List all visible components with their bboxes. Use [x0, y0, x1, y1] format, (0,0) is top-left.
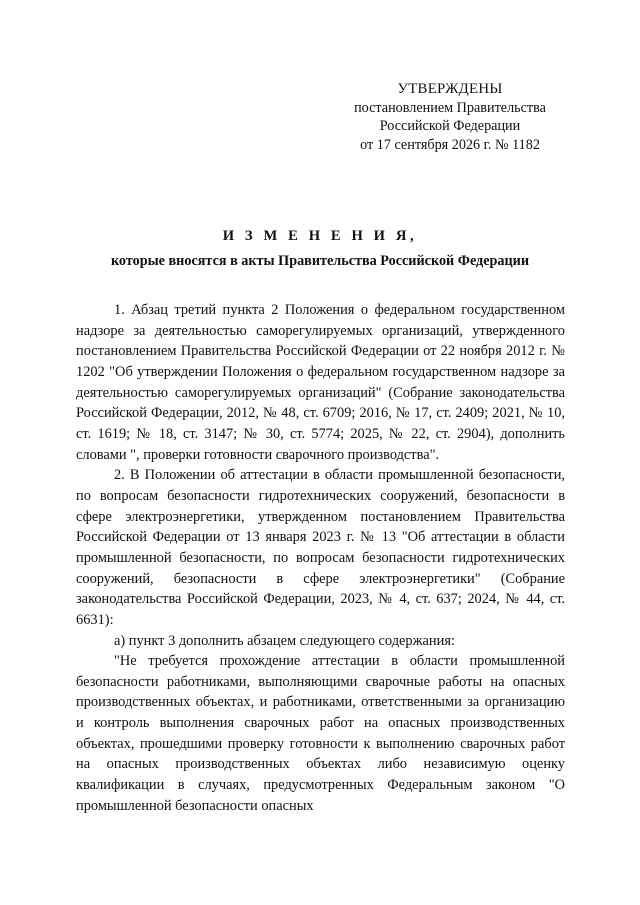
- document-title: И З М Е Н Е Н И Я,: [222, 228, 418, 244]
- document-body: [76, 300, 565, 816]
- paragraph-1: 1. Абзац третий пункта 2 Положения о федеральном государственном надзоре за деятельностью саморегулируемых организаций, утвержденного постановлением Правительства Российской Федерации от 22 ноября 2012 г. № 1202 "Об утверждении Положения о федеральном государственном надзоре за деятельностью саморегулируемых организаций" (Собрание законодательства Российской Федерации, 2012, № 48, ст. 6709; 2016, № 17, ст. 2409; 2021, № 10, ст. 1619; № 18, ст. 3147; № 30, ст. 5774; 2025, № 22, ст. 2904), дополнить словами ", проверки готовности сварочного производства".: [76, 302, 565, 463]
- quoted-paragraph: "Не требуется прохождение аттестации в области промышленной безопасности работниками, выполняющими сварочные работы на опасных производственных объектах, и работниками, ответственными за организацию и контроль выполнения сварочных работ на опасных производственных объектах, прошедшими проверку готовности к выполнению сварочных работ на опасных производственных объектах либо независимую оценку квалификации в случаях, предусмотренных Федеральным законом "О промышленной безопасности опасных: [76, 653, 565, 814]
- paragraph-2a: а) пункт 3 дополнить абзацем следующего содержания:: [114, 632, 455, 649]
- document-subtitle: которые вносятся в акты Правительства Российской Федерации: [110, 253, 530, 269]
- paragraph-2: 2. В Положении об аттестации в области промышленной безопасности, по вопросам безопасности гидротехнических сооружений, безопасности в сфере электроэнергетики, утвержденном постановлением Правительства Российской Федерации от 13 января 2023 г. № 13 "Об аттестации в области промышленной безопасности, по вопросам безопасности гидротехнических сооружений, безопасности в сфере электроэнергетики" (Собрание законодательства Российской Федерации, 2023, № 4, ст. 637; 2024, № 44, ст. 6631):: [76, 467, 565, 628]
- approval-line-1: постановлением Правительства: [354, 99, 546, 116]
- approval-title: УТВЕРЖДЕНЫ: [397, 81, 503, 97]
- approval-date-number: от 17 сентября 2026 г. № 1182: [360, 136, 540, 153]
- approval-block: [300, 80, 600, 154]
- approval-line-2: Российской Федерации: [379, 118, 521, 134]
